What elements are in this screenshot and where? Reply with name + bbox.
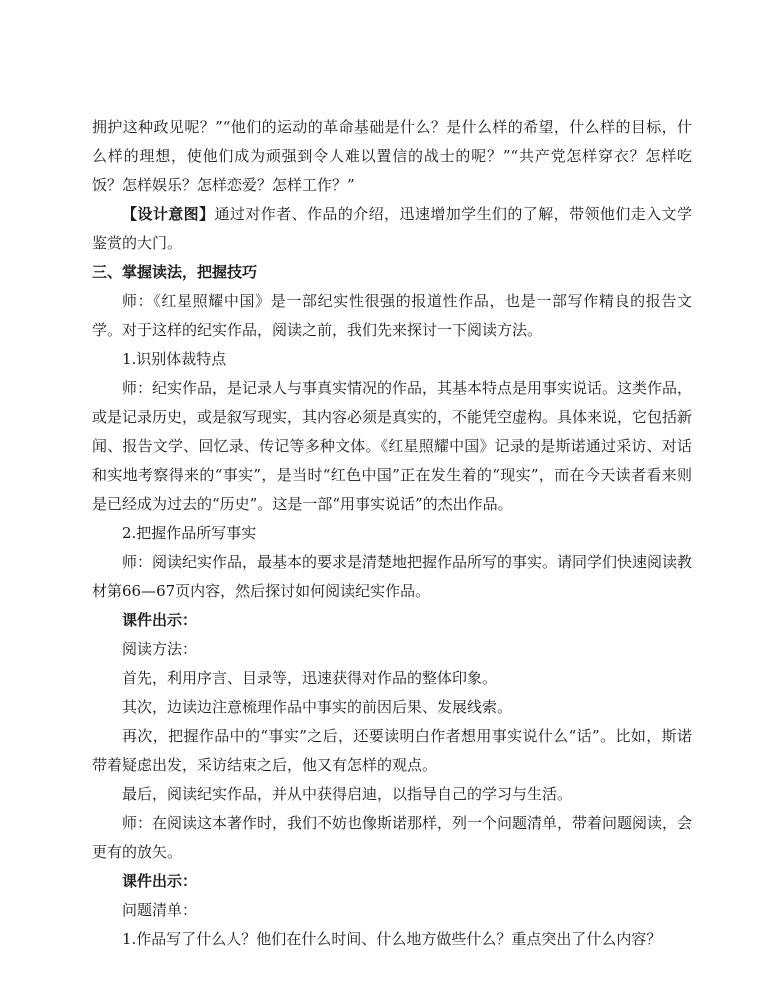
subheading-genre: 1.识别体裁特点 bbox=[122, 350, 227, 368]
document-body bbox=[92, 113, 692, 954]
section-heading-3: 三、掌握读法，把握技巧 bbox=[92, 263, 258, 281]
courseware-label-2: 课件出示： bbox=[122, 872, 198, 890]
reading-method-second: 其次，边读边注意梳理作品中事实的前因后果、发展线索。 bbox=[122, 698, 513, 716]
design-intent-label: 【设计意图】 bbox=[122, 205, 215, 223]
paragraph-genre-features: 师：纪实作品，是记录人与事真实情况的作品，其基本特点是用事实说话。这类作品，或是记录历史，或是叙写现实，其内容必须是真实的，不能凭空虚构。具体来说，它包括新闻、报告文学、回忆录、传记等多种文体。《红星照耀中国》记录的是斯诺通过采访、对话和实地考察得来的“事实”，是当时“红色中国”正在发生着的“现实”，而在今天读者看来则是已经成为过去的“历史”。这是一部“用事实说话”的杰出作品。 bbox=[92, 379, 693, 513]
paragraph-design-intent bbox=[92, 200, 692, 258]
paragraph-facts: 师：阅读纪实作品，最基本的要求是清楚地把握作品所写的事实。请同学们快速阅读教材第66—67页内容，然后探讨如何阅读纪实作品。 bbox=[92, 553, 693, 600]
courseware-label-1: 课件出示： bbox=[122, 611, 198, 629]
question-list-title: 问题清单： bbox=[122, 901, 198, 919]
paragraph-intro-reading-method: 师：《红星照耀中国》是一部纪实性很强的报道性作品，也是一部写作精良的报告文学。对于这样的纪实作品，阅读之前，我们先来探讨一下阅读方法。 bbox=[92, 292, 692, 339]
paragraph-question-list-intro: 师：在阅读这本著作时，我们不妨也像斯诺那样，列一个问题清单，带着问题阅读，会更有的放矢。 bbox=[92, 814, 693, 861]
paragraph-quotes: 拥护这种政见呢？”“他们的运动的革命基础是什么？是什么样的希望，什么样的目标，什么样的理想，使他们成为顽强到令人难以置信的战士的呢？”“共产党怎样穿衣？怎样吃饭？怎样娱乐？怎样恋爱？怎样工作？” bbox=[92, 118, 692, 194]
reading-method-third: 再次，把握作品中的“事实”之后，还要读明白作者想用事实说什么“话”。比如，斯诺带着疑虑出发，采访结束之后，他又有怎样的观点。 bbox=[92, 727, 692, 774]
reading-method-last: 最后，阅读纪实作品，并从中获得启迪，以指导自己的学习与生活。 bbox=[122, 785, 573, 803]
reading-method-title: 阅读方法： bbox=[122, 640, 198, 658]
design-intent-text: 通过对作者、作品的介绍，迅速增加学生们的了解，带领他们走入文学鉴赏的大门。 bbox=[92, 205, 692, 252]
question-item-1: 1.作品写了什么人？他们在什么时间、什么地方做些什么？重点突出了什么内容？ bbox=[122, 930, 662, 948]
subheading-facts: 2.把握作品所写事实 bbox=[122, 524, 257, 542]
reading-method-first: 首先，利用序言、目录等，迅速获得对作品的整体印象。 bbox=[122, 669, 498, 687]
